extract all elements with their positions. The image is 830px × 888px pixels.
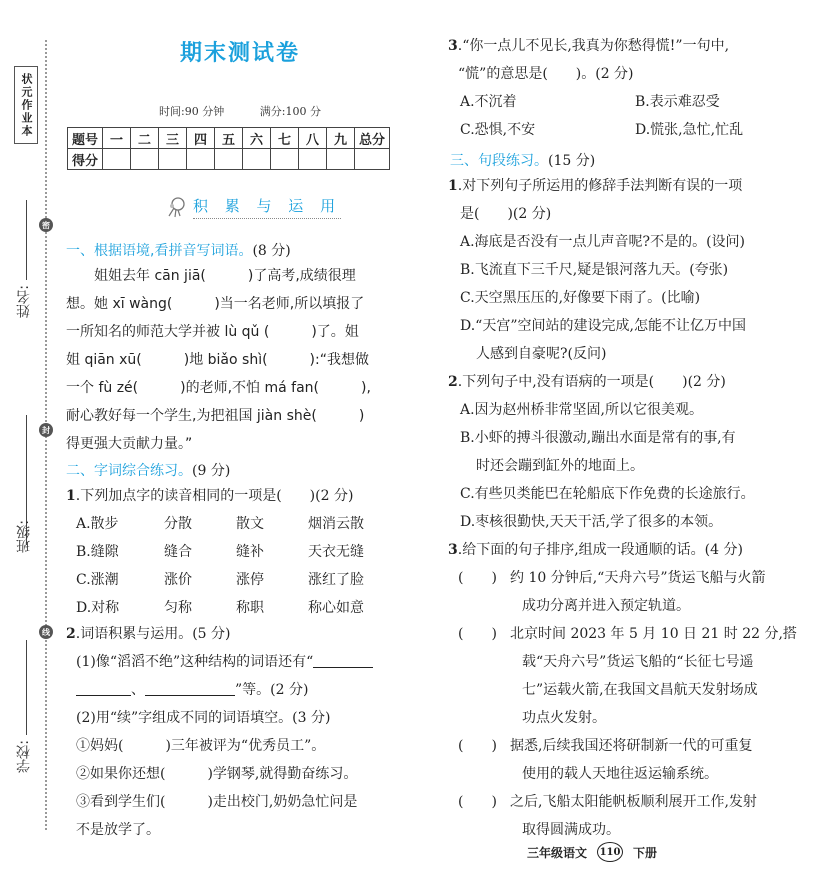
score-cell[interactable] bbox=[243, 149, 271, 170]
score-cell[interactable] bbox=[159, 149, 187, 170]
score-col: 四 bbox=[187, 128, 215, 149]
order-bracket[interactable]: ( ) bbox=[458, 738, 497, 754]
brand-label: 状元作业本 bbox=[20, 72, 33, 138]
time-limit: 时间:90 分钟 bbox=[159, 105, 225, 118]
option-a-word: 烟消云散 bbox=[308, 516, 364, 532]
score-cell[interactable] bbox=[131, 149, 159, 170]
score-row-label: 得分 bbox=[68, 149, 103, 170]
q2-sub1: (1)像“滔滔不绝”这种结构的词语还有“ bbox=[76, 648, 373, 676]
exam-title: 期末测试卷 bbox=[179, 41, 300, 66]
order-item: ( ) 据悉,后续我国还将研制新一代的可重复 使用的载人天地往返运输系统。 bbox=[448, 732, 797, 788]
option-d-word: 称心如意 bbox=[308, 600, 364, 616]
option-b-word: 缝补 bbox=[236, 544, 264, 560]
telescope-icon bbox=[165, 196, 187, 218]
q2-item: 不是放学了。 bbox=[76, 822, 160, 838]
page-number: 110 bbox=[597, 842, 623, 862]
score-cell[interactable] bbox=[299, 149, 327, 170]
part3-q2 bbox=[448, 368, 755, 536]
option-d[interactable]: D.对称 bbox=[76, 600, 120, 616]
option-a[interactable]: A.海底是否没有一点儿声音呢?不是的。(设问) bbox=[460, 234, 745, 250]
passage-line: 得更强大贡献力量。” bbox=[66, 436, 193, 452]
score-col: 一 bbox=[103, 128, 131, 149]
seal-mi-icon: 密 bbox=[39, 218, 53, 232]
order-item: ( ) 约 10 分钟后,“天舟六号”货运飞船与火箭 成功分离并进入预定轨道。 bbox=[448, 564, 797, 620]
name-field-label: 姓名: bbox=[16, 285, 32, 318]
option-d-word: 称职 bbox=[236, 600, 264, 616]
passage-line: 想。她 xī wàng( )当一名老师,所以填报了 bbox=[66, 296, 365, 312]
part1-heading bbox=[66, 240, 291, 260]
part2-points: (9 分) bbox=[192, 463, 231, 479]
option-b-word: 缝合 bbox=[164, 544, 192, 560]
q3-options bbox=[460, 88, 805, 144]
q2-sub2: (2)用“续”字组成不同的词语填空。(3 分) bbox=[76, 710, 331, 726]
q3-prompt: 3.给下面的句子排序,组成一段通顺的话。(4 分) bbox=[448, 542, 743, 558]
school-field-label: 学校: bbox=[16, 740, 32, 773]
q2-item: ③看到学生们( )走出校门,奶奶急忙问是 bbox=[76, 794, 358, 810]
part3-heading bbox=[450, 150, 595, 170]
footer-volume: 下册 bbox=[633, 845, 658, 860]
score-cell[interactable] bbox=[271, 149, 299, 170]
option-a[interactable]: A.因为赵州桥非常坚固,所以它很美观。 bbox=[460, 402, 704, 418]
option-c[interactable]: C.涨潮 bbox=[76, 572, 119, 588]
score-cell[interactable] bbox=[103, 149, 131, 170]
part1-points: (8 分) bbox=[252, 243, 291, 259]
option-b-word: 天衣无缝 bbox=[308, 544, 364, 560]
q1-options bbox=[76, 510, 408, 622]
option-c-word: 涨价 bbox=[164, 572, 192, 588]
score-header-label: 题号 bbox=[68, 128, 103, 149]
score-col: 七 bbox=[271, 128, 299, 149]
score-cell[interactable] bbox=[215, 149, 243, 170]
passage-line: 一所知名的师范大学并被 lù qǔ ( )了。姐 bbox=[66, 324, 359, 340]
q3-prompt-cont: “慌”的意思是( )。(2 分) bbox=[458, 66, 634, 82]
score-col: 六 bbox=[243, 128, 271, 149]
score-col: 九 bbox=[327, 128, 355, 149]
part2-q2 bbox=[66, 620, 373, 844]
score-cell-total[interactable] bbox=[355, 149, 390, 170]
option-c[interactable]: C.有些贝类能巴在轮船底下作免费的长途旅行。 bbox=[460, 486, 755, 502]
option-b-cont: 时还会蹦到缸外的地面上。 bbox=[476, 458, 644, 474]
q2-item: ①妈妈( )三年被评为“优秀员工”。 bbox=[76, 738, 326, 754]
option-d-cont: 人感到自豪呢?(反问) bbox=[476, 346, 607, 362]
q2-item: ②如果你还想( )学钢琴,就得勤奋练习。 bbox=[76, 766, 358, 782]
part2-q3 bbox=[448, 32, 805, 144]
section-banner bbox=[165, 195, 341, 219]
order-bracket[interactable]: ( ) bbox=[458, 570, 497, 586]
score-col: 八 bbox=[299, 128, 327, 149]
full-score: 满分:100 分 bbox=[259, 105, 321, 118]
part2-heading bbox=[66, 460, 230, 480]
passage-line: 一个 fù zé( )的老师,不怕 má fan( ), bbox=[66, 380, 371, 396]
part3-q1 bbox=[448, 172, 746, 368]
part3-points: (15 分) bbox=[548, 153, 596, 169]
q2-prompt: 2.词语积累与运用。(5 分) bbox=[66, 626, 231, 642]
option-a[interactable]: A.不沉着 bbox=[460, 94, 517, 110]
score-table-header-row bbox=[68, 128, 390, 149]
seal-xian-icon: 线 bbox=[39, 625, 53, 639]
option-b[interactable]: B.小虾的搏斗很激动,蹦出水面是常有的事,有 bbox=[460, 430, 736, 446]
exam-meta bbox=[60, 103, 420, 119]
option-d[interactable]: D.枣核很勤快,天天干活,学了很多的本领。 bbox=[460, 514, 723, 530]
option-c-word: 涨红了脸 bbox=[308, 572, 364, 588]
option-c[interactable]: C.恐惧,不安 bbox=[460, 122, 536, 138]
q3-prompt: 3.“你一点儿不见长,我真为你愁得慌!”一句中, bbox=[448, 38, 730, 54]
answer-blank[interactable] bbox=[145, 679, 235, 696]
score-col: 五 bbox=[215, 128, 243, 149]
part1-heading-text: 一、根据语境,看拼音写词语。 bbox=[66, 243, 253, 259]
name-field-line[interactable] bbox=[26, 200, 27, 280]
option-d-word: 匀称 bbox=[164, 600, 192, 616]
part3-heading-text: 三、句段练习。 bbox=[450, 153, 548, 169]
score-total-label: 总分 bbox=[355, 128, 390, 149]
passage-line: 姐姐去年 cān jiā( )了高考,成绩很理 bbox=[66, 268, 356, 284]
answer-blank[interactable] bbox=[76, 679, 131, 696]
footer-subject: 三年级语文 bbox=[527, 845, 588, 860]
option-a-word: 散文 bbox=[236, 516, 264, 532]
option-b[interactable]: B.表示难忍受 bbox=[635, 94, 720, 110]
order-bracket[interactable]: ( ) bbox=[458, 626, 497, 642]
option-c[interactable]: C.天空黑压压的,好像要下雨了。(比喻) bbox=[460, 290, 701, 306]
page-footer bbox=[527, 842, 657, 862]
q1-prompt: 1.对下列句子所运用的修辞手法判断有误的一项 bbox=[448, 178, 743, 194]
order-item: ( ) 之后,飞船太阳能帆板顺利展开工作,发射 取得圆满成功。 bbox=[448, 788, 797, 844]
school-field-line[interactable] bbox=[26, 640, 27, 735]
passage-line: 姐 qiān xū( )地 biǎo shì( ):“我想做 bbox=[66, 352, 369, 368]
q1-prompt: 1.下列加点字的读音相同的一项是( )(2 分) bbox=[66, 488, 354, 504]
answer-blank[interactable] bbox=[313, 651, 373, 668]
brand-box bbox=[14, 66, 38, 144]
q2-prompt: 2.下列句子中,没有语病的一项是( )(2 分) bbox=[448, 374, 726, 390]
option-d[interactable]: D.“天宫”空间站的建设完成,怎能不让亿万中国 bbox=[460, 318, 746, 334]
class-field-label: 班级: bbox=[16, 520, 32, 553]
passage-line: 耐心教好每一个学生,为把祖国 jiàn shè( ) bbox=[66, 408, 365, 424]
option-c-word: 涨停 bbox=[236, 572, 264, 588]
score-cell[interactable] bbox=[327, 149, 355, 170]
score-cell[interactable] bbox=[187, 149, 215, 170]
option-a[interactable]: A.散步 bbox=[76, 516, 119, 532]
order-bracket[interactable]: ( ) bbox=[458, 794, 497, 810]
score-table bbox=[67, 127, 390, 170]
option-b[interactable]: B.飞流直下三千尺,疑是银河落九天。(夸张) bbox=[460, 262, 729, 278]
score-table-score-row bbox=[68, 149, 390, 170]
option-a-word: 分散 bbox=[164, 516, 192, 532]
part2-q1 bbox=[66, 482, 408, 622]
part1-passage bbox=[66, 262, 371, 458]
option-b[interactable]: B.缝隙 bbox=[76, 544, 119, 560]
score-col: 三 bbox=[159, 128, 187, 149]
banner-label: 积 累 与 运 用 bbox=[193, 195, 341, 219]
seal-feng-icon: 封 bbox=[39, 423, 53, 437]
order-item: ( ) 北京时间 2023 年 5 月 10 日 21 时 22 分,搭 载“天舟六号”货运飞船的“长征七号遥 七”运载火箭,在我国文昌航天发射场成 功点火发射。 bbox=[448, 620, 797, 732]
part2-heading-text: 二、字词综合练习。 bbox=[66, 463, 192, 479]
score-col: 二 bbox=[131, 128, 159, 149]
part3-q3 bbox=[448, 536, 797, 844]
q2-sub1-cont: 、 ”等。(2 分) bbox=[76, 676, 373, 704]
option-d[interactable]: D.慌张,急忙,忙乱 bbox=[635, 122, 744, 138]
q1-prompt-cont: 是( )(2 分) bbox=[460, 206, 552, 222]
